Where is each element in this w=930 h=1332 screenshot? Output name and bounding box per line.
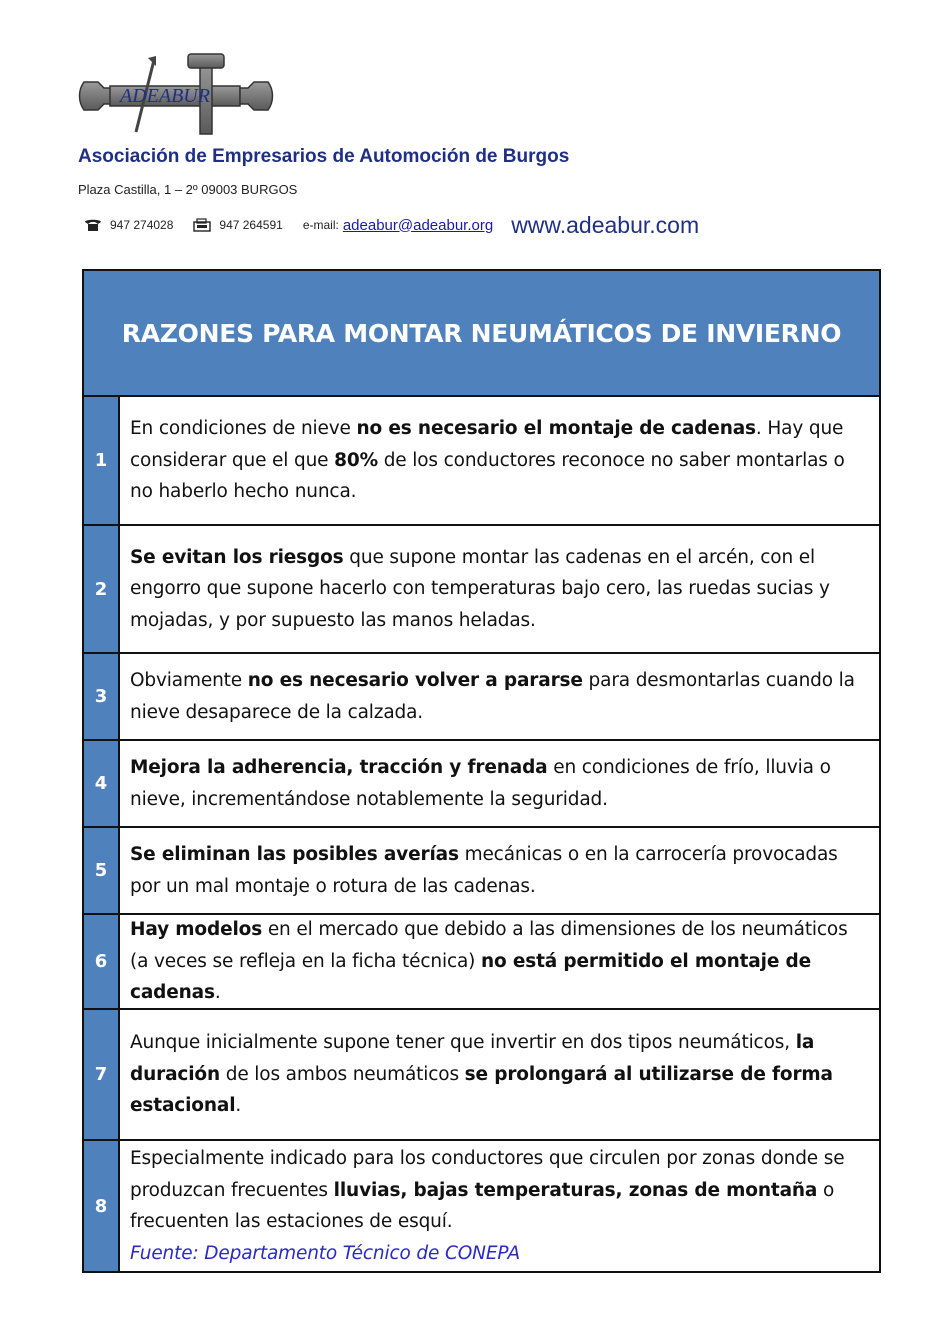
address: Plaza Castilla, 1 – 2º 09003 BURGOS [78,182,298,197]
email-link[interactable]: adeabur@adeabur.org [342,216,494,234]
association-name: Asociación de Empresarios de Automoción de Burgos [78,146,570,167]
row-text [120,1010,879,1139]
text-segment: en condiciones de frío, lluvia o nieve, incrementándose notablemente la seguridad. [130,757,831,810]
row-text [120,741,879,826]
phone-icon [84,218,102,232]
bold-text: Mejora la adherencia, tracción y frenada [130,757,548,778]
website-link[interactable]: www.adeabur.com [511,211,700,238]
row-number: 6 [84,915,120,1008]
adeabur-logo [76,52,276,140]
bold-text: lluvias, bajas temperaturas, zonas de montaña [333,1179,818,1201]
bold-text: Hay modelos [130,919,263,941]
text-segment: . Hay que considerar que el que [130,418,844,471]
table-row [84,397,879,526]
row-text [120,654,879,739]
bold-text: Se eliminan las posibles averías [130,844,459,865]
contact-line [84,210,699,240]
row-number: 3 [84,654,120,739]
table-row [84,741,879,828]
table-title-row [84,271,879,397]
text-segment: Obviamente [130,670,248,691]
bold-text: se prolongará al utilizarse de forma estacional [130,1063,833,1117]
row-text [120,526,879,652]
text-segment: de los ambos neumáticos [220,1063,465,1085]
fax-number: 947 264591 [219,218,283,232]
text-segment: o frecuenten las estaciones de esquí. [130,1179,835,1232]
text-segment: para desmontarlas cuando la nieve desaparece de la calzada. [130,670,855,723]
text-segment: que supone montar las cadenas en el arcén, con el engorro que supone hacerlo con temperaturas bajo cero, las ruedas sucias y mojadas, y por supuesto las manos heladas. [130,546,830,631]
logo-text: ADEABUR [120,85,210,107]
text-segment: . [214,982,221,1004]
table-title: RAZONES PARA MONTAR NEUMÁTICOS DE INVIERNO [121,318,842,348]
bold-text: no es necesario el montaje de cadenas [356,418,756,440]
bold-text: la duración [130,1032,815,1085]
row-number: 7 [84,1010,120,1139]
row-text [120,1141,879,1271]
table-row [84,526,879,654]
text-segment: Especialmente indicado para los conductores que circulen por zonas donde se produzcan frecuentes [130,1148,845,1201]
row-number: 4 [84,741,120,826]
table-row [84,915,879,1010]
row-number: 5 [84,828,120,913]
text-segment: de los conductores reconoce no saber montarlas o no haberlo hecho nunca. [130,449,845,503]
source-note: Fuente: Departamento Técnico de CONEPA [130,1242,520,1264]
row-number: 8 [84,1141,120,1271]
phone-number: 947 274028 [110,218,174,232]
bold-text: 80% [334,449,378,471]
table-row [84,1010,879,1141]
text-segment: en el mercado que debido a las dimensiones de los neumáticos (a veces se refleja en la ficha técnica) [130,919,848,972]
fax-icon [193,218,211,232]
table-row [84,654,879,741]
bold-text: no está permitido el montaje de cadenas [130,950,811,1004]
bold-text: no es necesario volver a pararse [247,670,583,691]
row-number: 1 [84,397,120,524]
text-segment: mecánicas o en la carrocería provocadas por un mal montaje o rotura de las cadenas. [130,844,838,897]
email-label: e-mail: [302,218,339,232]
row-text [120,397,879,524]
reasons-table [82,269,881,1273]
text-segment: . [235,1095,242,1117]
wrench-logo-icon [76,52,276,140]
row-text [120,828,879,913]
text-segment: Aunque inicialmente supone tener que invertir en dos tipos neumáticos, [130,1032,796,1054]
bold-text: Se evitan los riesgos [130,546,344,568]
row-number: 2 [84,526,120,652]
text-segment: En condiciones de nieve [130,418,357,440]
row-text [120,915,879,1008]
table-row [84,1141,879,1271]
table-row [84,828,879,915]
